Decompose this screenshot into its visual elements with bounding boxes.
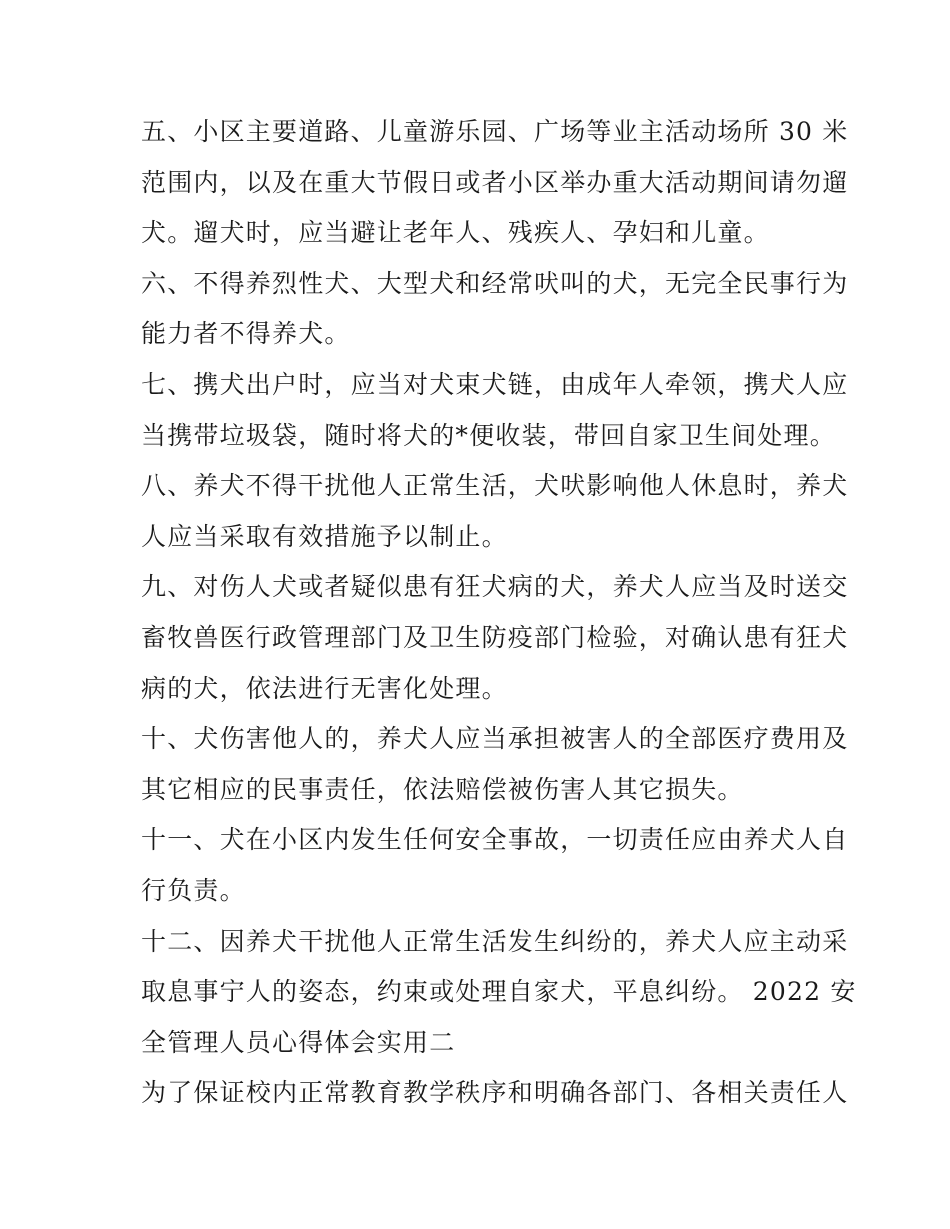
text-line: 行负责。 xyxy=(141,875,246,905)
text-line: 犬。遛犬时，应当避让老年人、残疾人、孕妇和儿童。 xyxy=(141,218,770,248)
text-line: 为了保证校内正常教育教学秩序和明确各部门、各相关责任人 xyxy=(141,1078,849,1108)
text-line: 七、携犬出户时，应当对犬束犬链，由成年人牵领，携犬人应 xyxy=(141,369,849,399)
text-line: 六、不得养烈性犬、大型犬和经常吠叫的犬，无完全民事行为 xyxy=(141,268,849,298)
text-line: 十、犬伤害他人的，养犬人应当承担被害人的全部医疗费用及 xyxy=(141,724,849,754)
text-line: 范围内，以及在重大节假日或者小区举办重大活动期间请勿遛 xyxy=(141,167,849,197)
text-line: 九、对伤人犬或者疑似患有狂犬病的犬，养犬人应当及时送交 xyxy=(141,572,849,602)
text-line: 能力者不得养犬。 xyxy=(141,319,351,349)
text-line: 病的犬，依法进行无害化处理。 xyxy=(141,673,508,703)
text-line: 五、小区主要道路、儿童游乐园、广场等业主活动场所 30 米 xyxy=(141,117,849,146)
text-line: 畜牧兽医行政管理部门及卫生防疫部门检验，对确认患有狂犬 xyxy=(141,622,849,652)
text-line: 八、养犬不得干扰他人正常生活，犬吠影响他人休息时，养犬 xyxy=(141,471,849,501)
text-line: 十二、因养犬干扰他人正常生活发生纠纷的，养犬人应主动采 xyxy=(141,926,849,956)
text-line: 取息事宁人的姿态，约束或处理自家犬，平息纠纷。 2022 安 xyxy=(141,977,857,1007)
text-line: 十一、犬在小区内发生任何安全事故，一切责任应由养犬人自 xyxy=(141,825,849,855)
text-line: 其它相应的民事责任，依法赔偿被伤害人其它损失。 xyxy=(141,774,744,804)
document-body xyxy=(141,107,857,1119)
text-line: 当携带垃圾袋，随时将犬的*便收装，带回自家卫生间处理。 xyxy=(141,420,836,450)
text-line: 全管理人员心得体会实用二 xyxy=(141,1027,456,1057)
text-line: 人应当采取有效措施予以制止。 xyxy=(141,521,508,551)
